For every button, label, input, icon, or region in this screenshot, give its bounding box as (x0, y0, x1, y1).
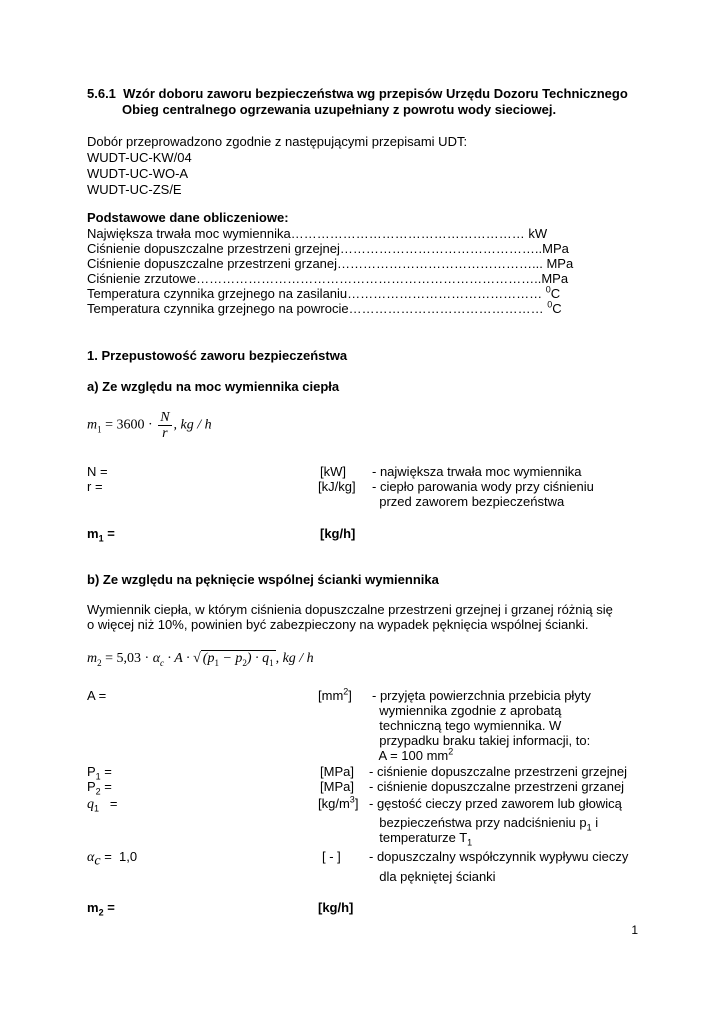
section-heading-line2: Obieg centralnego ogrzewania uzupełniany z powrotu wody sieciowej. (122, 102, 557, 117)
basic-data-line: Największa trwała moc wymiennika……………………………………………… kW (87, 226, 548, 241)
heading-title: Wzór doboru zaworu bezpieczeństwa wg przepisów Urzędu Dozoru Technicznego (123, 86, 628, 101)
subsection-b-title: b) Ze względu na pęknięcie wspólnej ścianki wymiennika (87, 572, 439, 587)
var-label: $q_1$ = (87, 796, 118, 814)
var-desc: A = 100 $mm^2$ (372, 746, 454, 763)
var-desc: temperaturze $T_1$ (372, 830, 473, 848)
var-desc: - ciepło parowania wody przy ciśnieniu (372, 479, 594, 494)
var-label: $P_1$ = (87, 764, 112, 782)
var-desc: - dopuszczalny współczynnik wypływu cieczy (369, 849, 629, 864)
var-desc: wymiennika zgodnie z aprobatą (372, 703, 562, 718)
var-unit: [MPa] (320, 764, 354, 779)
regulation-item: WUDT-UC-KW/04 (87, 150, 192, 165)
result-m1-label: $m_1$ = (87, 526, 115, 544)
var-unit: [MPa] (320, 779, 354, 794)
var-desc: - ciśnienie dopuszczalne przestrzeni grzanej (369, 779, 625, 794)
section1-title: 1. Przepustowość zaworu bezpieczeństwa (87, 348, 348, 363)
var-unit: $[kg/m^3]$ (318, 794, 359, 811)
fraction: $\frac{N}{r}$ (160, 410, 170, 441)
var-unit: $[mm^2]$ (318, 686, 352, 703)
section-number: 5.6.1 (87, 86, 116, 101)
var-desc: - największa trwała moc wymiennika (372, 464, 582, 479)
basic-data-line: Ciśnienie dopuszczalne przestrzeni grzanej………………………………………... MPa (87, 256, 574, 271)
basic-data-line-temp-return: Temperatura czynnika grzejnego na powrocie……………………………………… $^0$C (87, 299, 562, 316)
result-m2-label: $m_2$ = (87, 900, 115, 918)
var-desc: - przyjęta powierzchnia przebicia płyty (372, 688, 591, 703)
var-desc: bezpieczeństwa przy nadciśnieniu $p_1$ i (372, 815, 599, 833)
regulation-item: WUDT-UC-ZS/E (87, 182, 182, 197)
formula-m1: $m_1 = 3600$ · $\frac{N}{r}$ , kg / h (87, 410, 212, 441)
var-desc: techniczną tego wymiennika. W (372, 718, 562, 733)
var-label: A = (87, 688, 107, 703)
var-desc: przypadku braku takiej informacji, to: (372, 733, 591, 748)
basic-data-title: Podstawowe dane obliczeniowe: (87, 210, 289, 225)
var-label: $\alpha_c = 1,0$ (87, 849, 138, 869)
result-m2-unit: [kg/h] (318, 900, 354, 915)
intro-text: Dobór przeprowadzono zgodnie z następującymi przepisami UDT: (87, 134, 468, 149)
var-unit: [ - ] (322, 849, 341, 864)
var-desc: - ciśnienie dopuszczalne przestrzeni grzejnej (369, 764, 627, 779)
basic-data-line: Ciśnienie zrzutowe……………………………………………………………………..MPa (87, 271, 569, 286)
var-unit: [kW] (320, 464, 346, 479)
var-label: r = (87, 479, 103, 494)
basic-data-line-temp-supply: Temperatura czynnika grzejnego na zasilaniu……………………………………… $^0$C (87, 284, 561, 301)
basic-data-line: Ciśnienie dopuszczalne przestrzeni grzejnej………………………………………..MPa (87, 241, 569, 256)
result-m1-unit: [kg/h] (320, 526, 356, 541)
paragraph-line: Wymiennik ciepła, w którym ciśnienia dopuszczalne przestrzeni grzejnej i grzanej różnią się (87, 602, 613, 617)
var-unit: [kJ/kg] (318, 479, 356, 494)
var-label: $P_2$ = (87, 779, 112, 797)
formula-m2: $m_2 = 5,03 \cdot \alpha_c \cdot A$ · √ $(p_1 - p_2) \cdot q_1$ , kg / h (87, 651, 314, 668)
regulation-item: WUDT-UC-WO-A (87, 166, 189, 181)
section-heading-line1 (87, 86, 628, 102)
paragraph-line: o więcej niż 10%, powinien być zabezpieczony na wypadek pęknięcia wspólnej ścianki. (87, 617, 589, 632)
var-desc: przed zaworem bezpieczeństwa (372, 494, 565, 509)
var-label: N = (87, 464, 108, 479)
page-number: 1 (631, 923, 638, 937)
sqrt-radicand: $(p_1 - p_2) \cdot q_1$ (202, 651, 274, 668)
subsection-a-title: a) Ze względu na moc wymiennika ciepła (87, 379, 340, 394)
var-desc: - gęstość cieczy przed zaworem lub głowicą (369, 796, 622, 811)
var-desc: dla pękniętej ścianki (372, 869, 496, 884)
